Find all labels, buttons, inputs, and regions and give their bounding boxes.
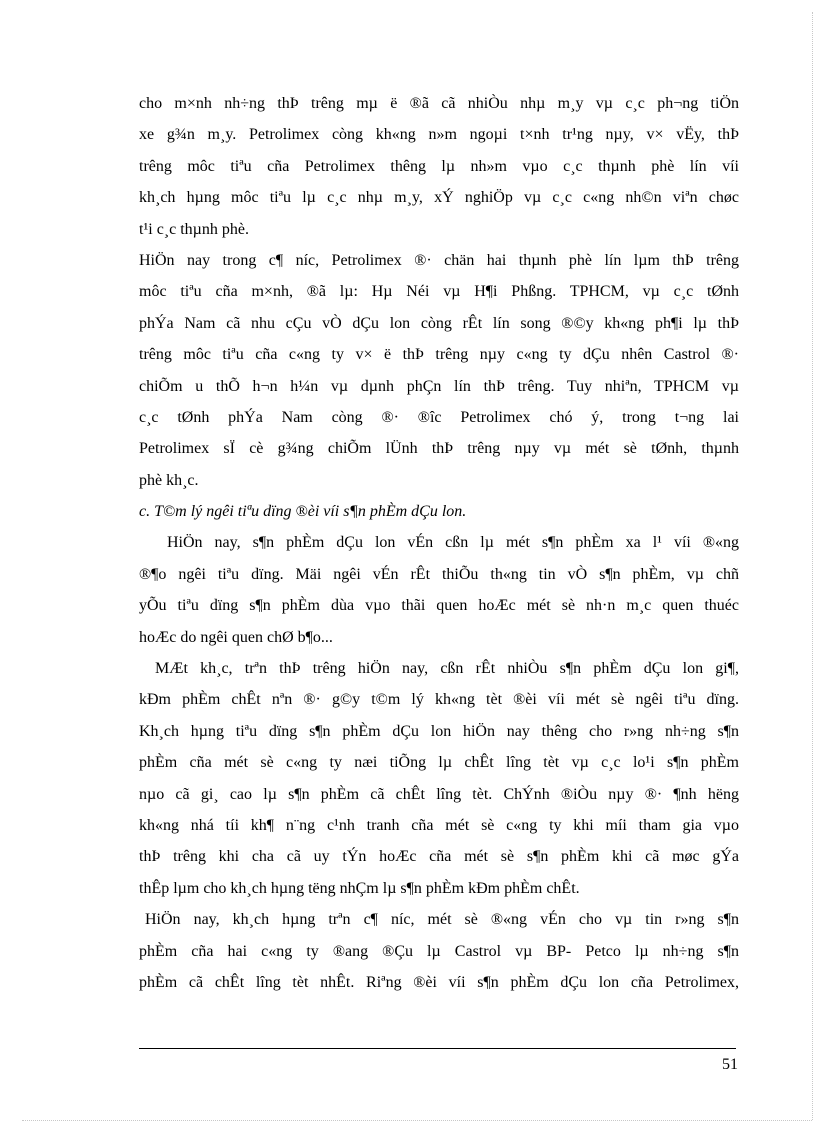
text-line: trêng môc tiªu cña Petrolimex thêng lµ nh»m vµo c¸c thµnh phè lín víi (139, 157, 739, 175)
text-line: HiÖn nay trong c¶ níc, Petrolimex ®· chän hai thµnh phè lín lµm thÞ trêng (139, 251, 739, 269)
text-line: Kh¸ch hµng tiªu dïng s¶n phÈm dÇu lon hiÖn nay thêng cho r»ng nh÷ng s¶n (139, 722, 739, 740)
page-number: 51 (722, 1056, 738, 1073)
footer-divider (139, 1048, 736, 1049)
text-line: môc tiªu cña m×nh, ®ã lµ: Hµ Néi vµ H¶i Phßng. TPHCM, vµ c¸c tØnh (139, 283, 739, 301)
text-line: hoÆc do ngêi quen chØ b¶o... (139, 628, 333, 646)
text-line: HiÖn nay, kh¸ch hµng trªn c¶ níc, mét sè ®«ng vÉn cho vµ tin r»ng s¶n (145, 911, 739, 929)
text-line: thÊp lµm cho kh¸ch hµng tëng nhÇm lµ s¶n phÈm kÐm phÈm chÊt. (139, 879, 580, 897)
text-line: phÈm cña mét sè c«ng ty næi tiÕng lµ chÊt lîng tèt vµ c¸c lo¹i s¶n phÈm (139, 754, 739, 772)
document-body (139, 88, 739, 998)
text-line: t¹i c¸c thµnh phè. (139, 220, 249, 238)
text-line: kh¸ch hµng môc tiªu lµ c¸c nhµ m¸y, xÝ nghiÖp vµ c¸c c«ng nh©n viªn chøc (139, 189, 739, 207)
page-edge-right (812, 12, 813, 1120)
text-line: kÐm phÈm chÊt nªn ®· g©y t©m lý kh«ng tèt ®èi víi mét sè ngêi tiªu dïng. (139, 691, 739, 709)
text-line: c¸c tØnh phÝa Nam còng ®· ®îc Petrolimex chó ý, trong t¬ng lai (139, 408, 739, 426)
text-line: c. T©m lý ngêi tiªu dïng ®èi víi s¶n phÈm dÇu lon. (139, 503, 467, 521)
text-line: MÆt kh¸c, trªn thÞ trêng hiÖn nay, cßn rÊt nhiÒu s¶n phÈm dÇu lon gi¶, (155, 660, 739, 678)
text-line: phÝa Nam cã nhu cÇu vÒ dÇu lon còng rÊt lín song ®©y kh«ng ph¶i lµ thÞ (139, 314, 739, 332)
text-line: phÈm cã chÊt lîng tèt nhÊt. Riªng ®èi víi s¶n phÈm dÇu lon cña Petrolimex, (139, 973, 739, 991)
text-line: cho m×nh nh÷ng thÞ trêng mµ ë ®ã cã nhiÒu nhµ m¸y vµ c¸c ph¬ng tiÖn (139, 95, 739, 112)
text-line: chiÕm u thÕ h¬n h¼n vµ dµnh phÇn lín thÞ trêng. Tuy nhiªn, TPHCM vµ (139, 377, 739, 395)
text-line: Petrolimex sÏ cè g¾ng chiÕm lÜnh thÞ trêng nµy vµ mét sè tØnh, thµnh (139, 440, 739, 458)
text-line: xe g¾n m¸y. Petrolimex còng kh«ng n»m ngoµi t×nh tr¹ng nµy, v× vËy, thÞ (139, 126, 739, 144)
text-line: thÞ trêng khi cha cã uy tÝn hoÆc cña mét sè s¶n phÈm khi cã møc gÝa (139, 848, 739, 866)
text-line: trêng môc tiªu cña c«ng ty v× ë thÞ trêng nµy c«ng ty dÇu nhên Castrol ®· (139, 346, 739, 364)
text-line: yÕu tiªu dïng s¶n phÈm dùa vµo thãi quen hoÆc mét sè nh·n m¸c quen thuéc (139, 597, 739, 615)
text-line: kh«ng nhá tíi kh¶ n¨ng c¹nh tranh cña mét sè c«ng ty khi míi tham gia vµo (139, 816, 739, 834)
text-line: ®¶o ngêi tiªu dïng. Mäi ngêi vÉn rÊt thiÕu th«ng tin vÒ s¶n phÈm, vµ chñ (139, 565, 739, 583)
text-line: phÈm cña hai c«ng ty ®ang ®Çu lµ Castrol vµ BP- Petco lµ nh÷ng s¶n (139, 942, 739, 960)
text-line: phè kh¸c. (139, 471, 199, 489)
text-line: HiÖn nay, s¶n phÈm dÇu lon vÉn cßn lµ mét s¶n phÈm xa l¹ víi ®«ng (167, 534, 739, 552)
page-edge-bottom (22, 1120, 812, 1121)
text-line: nµo cã gi¸ cao lµ s¶n phÈm cã chÊt lîng tèt. ChÝnh ®iÒu nµy ®· ¶nh hëng (139, 785, 739, 803)
